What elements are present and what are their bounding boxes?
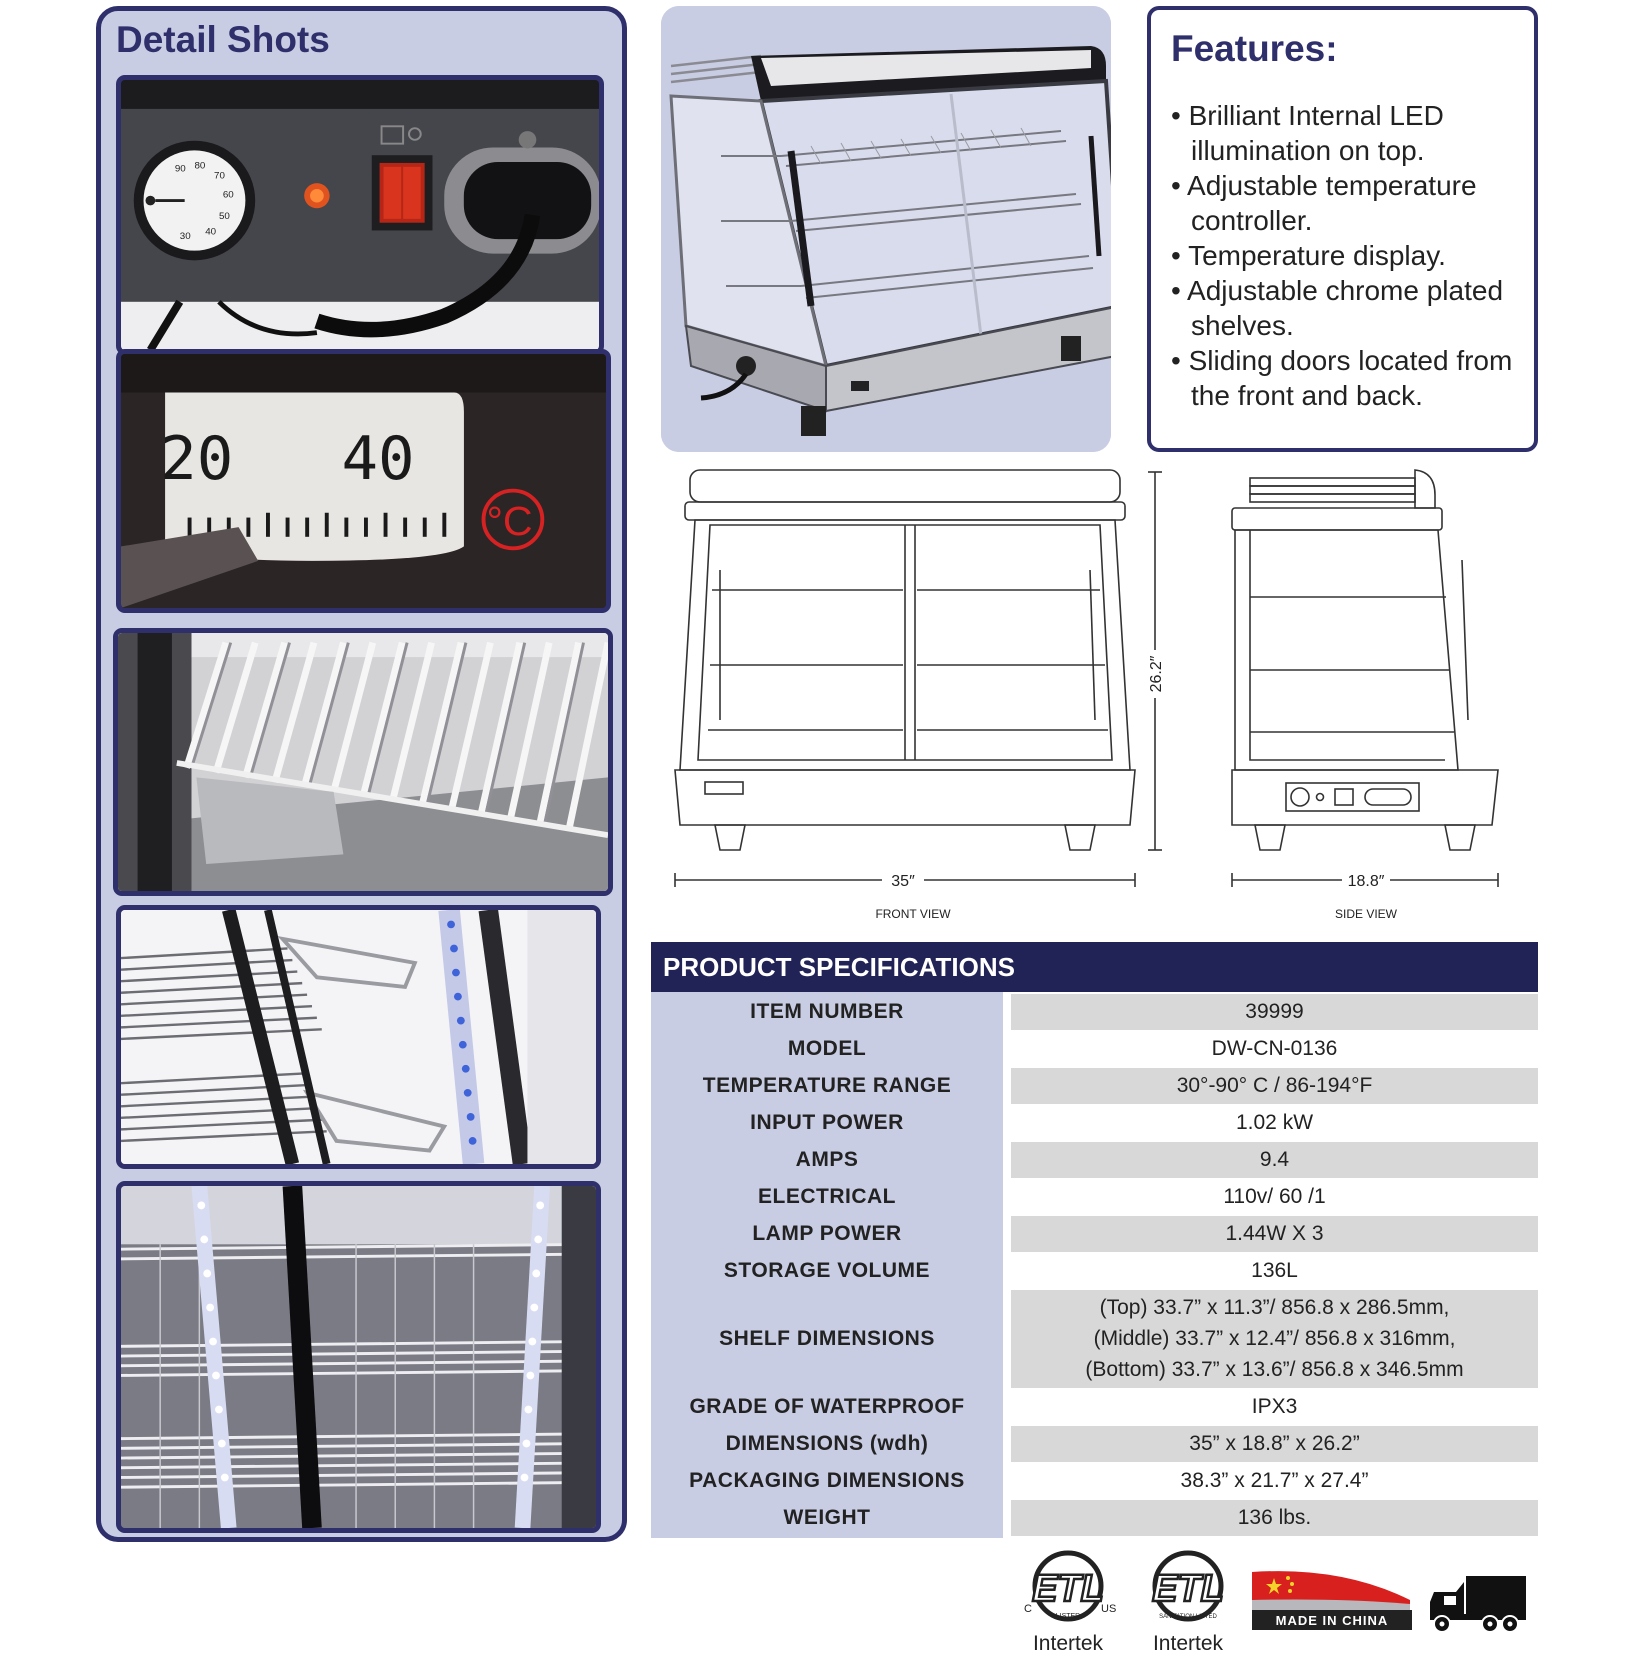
detail-shots-panel <box>96 6 627 1542</box>
dial-number-60: 60 <box>222 189 234 201</box>
svg-text:SANITATION LISTED: SANITATION LISTED <box>1159 1614 1217 1620</box>
spec-value: 35” x 18.8” x 26.2” <box>1011 1426 1538 1462</box>
display-number-left: 20 <box>160 424 234 494</box>
front-width-label: 35″ <box>891 873 915 890</box>
svg-text:C: C <box>1024 1603 1032 1615</box>
dial-number-50: 50 <box>218 210 230 222</box>
spec-value: 110v/ 60 /1 <box>1223 1185 1326 1208</box>
spec-label: STORAGE VOLUME <box>723 1259 931 1282</box>
dial-number-30: 30 <box>179 231 191 243</box>
features-box <box>1147 6 1538 452</box>
features-title: Features: <box>1171 28 1338 69</box>
side-view-caption: SIDE VIEW <box>1334 907 1398 921</box>
side-view-drawing <box>1220 460 1520 930</box>
truck-icon <box>1428 1574 1528 1634</box>
front-view-caption: FRONT VIEW <box>875 907 951 921</box>
spec-value: IPX3 <box>1251 1395 1298 1418</box>
detail-shot-temperature-display <box>116 349 611 613</box>
spec-label: SHELF DIMENSIONS <box>719 1327 935 1350</box>
spec-row-temperature-range <box>651 1068 1538 1104</box>
svg-text:ETL: ETL <box>1152 1568 1224 1610</box>
spec-value: 1.44W X 3 <box>1011 1216 1538 1252</box>
spec-label: GRADE OF WATERPROOF <box>689 1395 965 1418</box>
spec-label: LAMP POWER <box>752 1222 902 1245</box>
display-unit: °C <box>486 498 533 544</box>
dial-number-70: 70 <box>214 170 225 182</box>
spec-value: 38.3” x 21.7” x 27.4” <box>1180 1469 1369 1492</box>
spec-value: 136L <box>1251 1259 1298 1282</box>
feature-item: • Temperature display. <box>1171 238 1531 273</box>
spec-row-model <box>651 1031 1538 1067</box>
svg-text:ETL: ETL <box>1032 1568 1104 1610</box>
made-in-china-text: MADE IN CHINA <box>1275 1613 1389 1628</box>
product-specifications-header: PRODUCT SPECIFICATIONS <box>651 942 1538 992</box>
spec-label: ITEM NUMBER <box>750 1000 904 1023</box>
dial-number-90: 90 <box>174 163 186 175</box>
spec-row-electrical <box>651 1179 1538 1215</box>
spec-value: (Top) 33.7” x 11.3”/ 856.8 x 286.5mm, (Middle) 33.7” x 12.4”/ 856.8 x 316mm, (Bottom) 33.7” x 13.6”/ 856.8 x 346.5mm <box>1011 1290 1538 1388</box>
spec-label: AMPS <box>795 1148 859 1171</box>
product-photo <box>661 6 1111 452</box>
spec-value: 136 lbs. <box>1011 1500 1538 1536</box>
spec-label: ELECTRICAL <box>758 1185 896 1208</box>
detail-shots-title: Detail Shots <box>116 19 330 60</box>
svg-text:LISTED: LISTED <box>1055 1613 1081 1620</box>
made-in-china-badge <box>1252 1570 1412 1630</box>
detail-shot-control-panel <box>116 75 604 355</box>
detail-shot-interior-lit <box>116 1181 601 1533</box>
side-depth-label: 18.8″ <box>1347 873 1385 890</box>
features-list <box>1171 98 1531 413</box>
spec-value: 30°-90° C / 86-194°F <box>1011 1068 1538 1104</box>
spec-value: 1.02 kW <box>1235 1111 1314 1134</box>
feature-item: • Sliding doors located from the front and back. <box>1171 343 1531 413</box>
display-number-right: 40 <box>341 424 415 494</box>
spec-label: MODEL <box>787 1037 867 1060</box>
dial-number-40: 40 <box>205 226 217 238</box>
etl-listed-label: Intertek <box>1032 1632 1104 1655</box>
front-view-drawing <box>660 460 1180 930</box>
spec-row-dimensions <box>651 1426 1538 1462</box>
spec-value: 9.4 <box>1011 1142 1538 1178</box>
spec-value: 39999 <box>1011 994 1538 1030</box>
detail-shot-chrome-shelf <box>113 628 613 896</box>
spec-row-grade-of-waterproof <box>651 1389 1538 1425</box>
spec-label: INPUT POWER <box>750 1111 904 1134</box>
etl-listed-logo <box>1018 1548 1118 1658</box>
spec-row-shelf-dimensions <box>651 1290 1538 1388</box>
dial-number-80: 80 <box>194 160 206 172</box>
spec-value: DW-CN-0136 <box>1211 1037 1338 1060</box>
spec-row-item-number <box>651 994 1538 1030</box>
spec-row-lamp-power <box>651 1216 1538 1252</box>
spec-label: DIMENSIONS (wdh) <box>725 1432 929 1455</box>
feature-item: • Brilliant Internal LED illumination on top. <box>1171 98 1531 168</box>
spec-label: WEIGHT <box>783 1506 871 1529</box>
feature-item: • Adjustable chrome plated shelves. <box>1171 273 1531 343</box>
spec-row-storage-volume <box>651 1253 1538 1289</box>
front-height-label: 26.2″ <box>1148 655 1165 693</box>
feature-item: • Adjustable temperature controller. <box>1171 168 1531 238</box>
svg-text:US: US <box>1101 1603 1117 1615</box>
etl-sanitation-label: Intertek <box>1152 1632 1224 1655</box>
spec-label: PACKAGING DIMENSIONS <box>689 1469 965 1492</box>
spec-label: TEMPERATURE RANGE <box>702 1074 952 1097</box>
spec-row-input-power <box>651 1105 1538 1141</box>
spec-row-amps <box>651 1142 1538 1178</box>
detail-shot-led-shelves <box>116 905 601 1169</box>
spec-row-packaging-dimensions <box>651 1463 1538 1499</box>
etl-sanitation-logo <box>1138 1548 1238 1658</box>
spec-row-weight <box>651 1500 1538 1536</box>
